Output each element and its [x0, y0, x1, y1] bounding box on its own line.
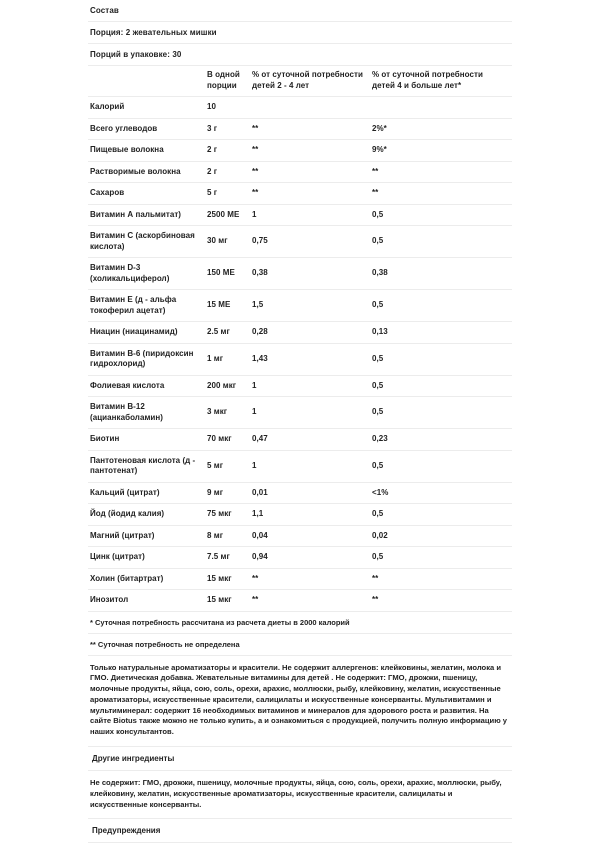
table-row — [88, 482, 512, 504]
nutrient-dv2: ** — [370, 161, 512, 183]
nutrient-dv1: 0,28 — [250, 322, 370, 344]
nutrient-dv2: 9%* — [370, 140, 512, 162]
nutrient-dv1: 1 — [250, 375, 370, 397]
table-row — [88, 343, 512, 375]
nutrient-dv2: <1% — [370, 482, 512, 504]
nutrient-amount: 15 мкг — [205, 568, 250, 590]
nutrient-amount: 10 — [205, 97, 250, 119]
nutrient-dv2: ** — [370, 183, 512, 205]
nutrient-dv1: 0,01 — [250, 482, 370, 504]
nutrient-amount: 2.5 мг — [205, 322, 250, 344]
nutrient-amount: 3 г — [205, 118, 250, 140]
nutrient-dv1: ** — [250, 140, 370, 162]
nutrient-dv2: 0,38 — [370, 258, 512, 290]
table-row — [88, 429, 512, 451]
nutrient-dv2: 0,5 — [370, 375, 512, 397]
column-header-amount-per-serving: В одной порции — [205, 66, 250, 97]
column-header-daily-value-2-4: % от суточной потребности детей 2 - 4 лет — [250, 66, 370, 97]
nutrient-dv2: 0,5 — [370, 397, 512, 429]
nutrient-amount: 8 мг — [205, 525, 250, 547]
meta-row-composition: Состав — [88, 0, 512, 22]
nutrient-dv2: 0,5 — [370, 226, 512, 258]
nutrient-amount: 2500 МЕ — [205, 204, 250, 226]
nutrient-name: Витамин D-3 (холикальциферол) — [88, 258, 205, 290]
nutrient-amount: 75 мкг — [205, 504, 250, 526]
table-row — [88, 290, 512, 322]
nutrient-name: Витамин В-6 (пиридоксин гидрохлорид) — [88, 343, 205, 375]
nutrient-name: Пантотеновая кислота (д - пантотенат) — [88, 450, 205, 482]
nutrient-dv2 — [370, 97, 512, 119]
table-row — [88, 140, 512, 162]
table-row — [88, 322, 512, 344]
nutrient-name: Холин (битартрат) — [88, 568, 205, 590]
nutrient-dv1: ** — [250, 183, 370, 205]
nutrient-dv1: 1 — [250, 397, 370, 429]
product-description-block — [88, 656, 512, 748]
nutrient-dv2: ** — [370, 568, 512, 590]
nutrient-name: Биотин — [88, 429, 205, 451]
table-row — [88, 504, 512, 526]
nutrient-amount: 5 г — [205, 183, 250, 205]
section-title-other-ingredients: Другие ингредиенты — [88, 747, 512, 771]
nutrient-dv1: 1,43 — [250, 343, 370, 375]
nutrient-amount: 2 г — [205, 161, 250, 183]
nutrient-name: Витамин С (аскорбиновая кислота) — [88, 226, 205, 258]
nutrient-name: Фолиевая кислота — [88, 375, 205, 397]
nutrient-amount: 15 МЕ — [205, 290, 250, 322]
nutrient-dv1: ** — [250, 118, 370, 140]
nutrient-amount: 15 мкг — [205, 590, 250, 612]
meta-row-servings-per-container: Порций в упаковке: 30 — [88, 44, 512, 66]
nutrient-amount: 3 мкг — [205, 397, 250, 429]
meta-row-serving-size: Порция: 2 жевательных мишки — [88, 22, 512, 44]
nutrient-dv2: 0,5 — [370, 504, 512, 526]
nutrient-name: Кальций (цитрат) — [88, 482, 205, 504]
nutrient-dv2: 0,5 — [370, 343, 512, 375]
table-row — [88, 118, 512, 140]
table-body — [88, 97, 512, 612]
table-row — [88, 525, 512, 547]
table-row — [88, 204, 512, 226]
nutrient-name: Калорий — [88, 97, 205, 119]
nutrient-dv2: ** — [370, 590, 512, 612]
table-row — [88, 375, 512, 397]
nutrient-dv1: ** — [250, 161, 370, 183]
nutrient-amount: 1 мг — [205, 343, 250, 375]
nutrient-amount: 9 мг — [205, 482, 250, 504]
nutrient-amount: 5 мг — [205, 450, 250, 482]
nutrient-dv1: 1,1 — [250, 504, 370, 526]
nutrient-dv2: 0,5 — [370, 204, 512, 226]
nutrient-dv2: 0,02 — [370, 525, 512, 547]
nutrient-dv1 — [250, 97, 370, 119]
nutrient-dv1: 0,04 — [250, 525, 370, 547]
table-row — [88, 226, 512, 258]
table-row — [88, 161, 512, 183]
nutrient-dv2: 0,23 — [370, 429, 512, 451]
nutrient-dv2: 0,5 — [370, 450, 512, 482]
nutrient-dv2: 2%* — [370, 118, 512, 140]
nutrient-name: Ниацин (ниацинамид) — [88, 322, 205, 344]
supplement-facts-sheet — [88, 0, 512, 843]
table-header-row — [88, 66, 512, 97]
table-row — [88, 547, 512, 569]
nutrient-name: Йод (йодид калия) — [88, 504, 205, 526]
product-description: Только натуральные ароматизаторы и красители. Не содержит аллергенов: клейковины, желатин, молока и ГМО. Диетическая добавка. Жевательные витамины для детей . Не содержит: ГМО, дрожжи, пшеницу, молочные продукты, яйца, сою, соль, орехи, арахис, моллюски, рыбу, клейковину, желатин, искусственные ароматизаторы, искусственные красители, салицилаты и искусственные консерванты. Мультивитамин и мультиминерал: содержит 16 необходимых витаминов и минералов для здорового роста и развития. На сайте Biotus также можно не только купить, а и ознакомиться с продукцией, получить полную информацию у наших консультантов. — [90, 662, 508, 737]
table-row — [88, 450, 512, 482]
nutrient-name: Цинк (цитрат) — [88, 547, 205, 569]
nutrient-name: Инозитол — [88, 590, 205, 612]
column-header-daily-value-4-plus: % от суточной потребности детей 4 и больше лет* — [370, 66, 512, 97]
nutrient-name: Пищевые волокна — [88, 140, 205, 162]
other-ingredients-text: Не содержит: ГМО, дрожжи, пшеницу, молочные продукты, яйца, сою, соль, орехи, арахис, моллюски, рыбу, клейковину, желатин, искусственные ароматизаторы, искусственные красители, салицилаты и искусственные консерванты. — [90, 778, 502, 809]
nutrient-dv2: 0,5 — [370, 290, 512, 322]
table-row — [88, 568, 512, 590]
table-row — [88, 183, 512, 205]
nutrient-name: Витамин Е (д - альфа токоферил ацетат) — [88, 290, 205, 322]
nutrient-dv1: 1 — [250, 450, 370, 482]
footnote-single-star: * Суточная потребность рассчитана из расчета диеты в 2000 калорий — [88, 612, 512, 634]
section-body-other-ingredients — [88, 771, 512, 819]
nutrient-dv1: 1,5 — [250, 290, 370, 322]
nutrient-amount: 200 мкг — [205, 375, 250, 397]
table-row — [88, 590, 512, 612]
nutrition-facts-table — [88, 66, 512, 612]
table-row — [88, 97, 512, 119]
footnote-double-star: ** Суточная потребность не определена — [88, 634, 512, 656]
nutrient-amount: 150 МЕ — [205, 258, 250, 290]
nutrient-amount: 7.5 мг — [205, 547, 250, 569]
nutrient-dv2: 0,13 — [370, 322, 512, 344]
nutrient-dv1: 0,94 — [250, 547, 370, 569]
nutrient-amount: 70 мкг — [205, 429, 250, 451]
nutrient-dv1: 0,47 — [250, 429, 370, 451]
nutrient-name: Витамин В-12 (ацианкаболамин) — [88, 397, 205, 429]
nutrient-name: Растворимые волокна — [88, 161, 205, 183]
table-row — [88, 258, 512, 290]
nutrient-name: Витамин А пальмитат) — [88, 204, 205, 226]
nutrient-name: Сахаров — [88, 183, 205, 205]
nutrient-name: Магний (цитрат) — [88, 525, 205, 547]
nutrient-dv1: 0,38 — [250, 258, 370, 290]
nutrient-dv1: ** — [250, 568, 370, 590]
nutrient-amount: 30 мг — [205, 226, 250, 258]
nutrient-dv1: 1 — [250, 204, 370, 226]
table-header — [88, 66, 512, 97]
table-row — [88, 397, 512, 429]
column-header-nutrient — [88, 66, 205, 97]
nutrient-dv2: 0,5 — [370, 547, 512, 569]
nutrient-dv1: ** — [250, 590, 370, 612]
nutrient-amount: 2 г — [205, 140, 250, 162]
nutrient-dv1: 0,75 — [250, 226, 370, 258]
section-title-warnings: Предупреждения — [88, 819, 512, 843]
nutrient-name: Всего углеводов — [88, 118, 205, 140]
